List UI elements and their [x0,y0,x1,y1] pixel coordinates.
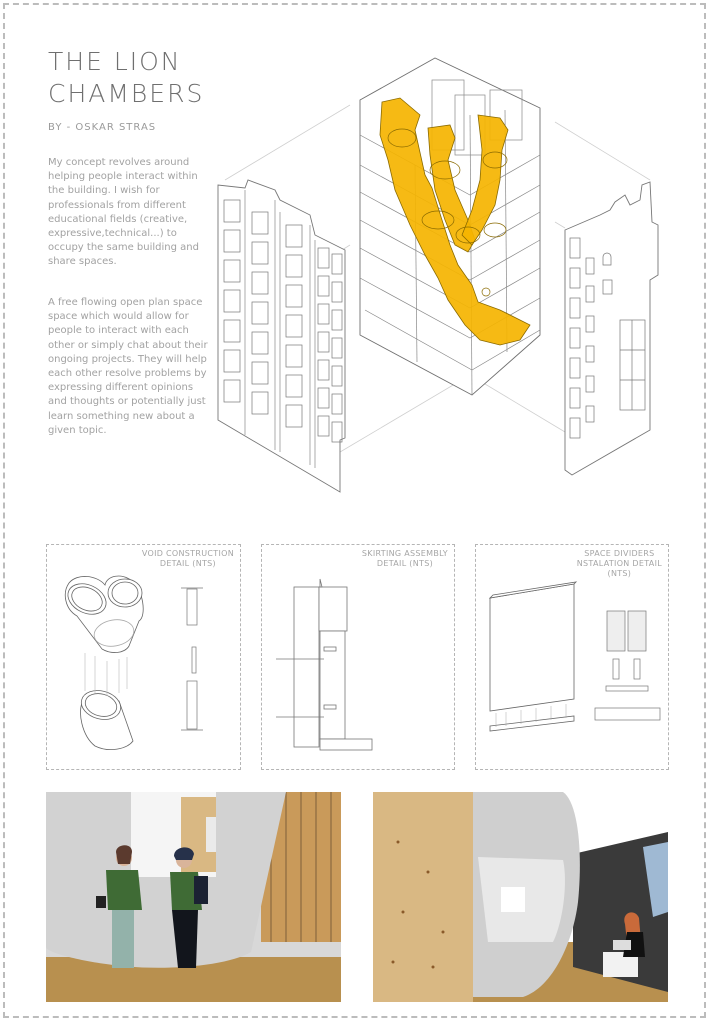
label-line: VOID CONSTRUCTION [141,549,234,558]
title-line-1: THE LION [48,47,182,76]
label-line: DETAIL (NTS) [159,559,216,568]
left-facade [218,180,345,492]
plywood-wall [373,792,473,1002]
interior-render-plywood-void [373,792,668,1002]
detail-label-space-dividers [577,549,662,579]
concept-paragraph-1: My concept revolves around helping people interact within the building. I wish for professionals from different educational fields (creative, expressive,technical...) to occupy the same building and share spaces. [48,157,199,268]
label-line: DETAIL (NTS) [376,559,433,568]
void-construction-drawing [47,571,239,767]
interior-render-concrete-void [46,792,341,1002]
render-1-illustration [46,792,341,1002]
render-2-illustration [373,792,668,1002]
detail-label-void-construction [142,549,234,569]
author-byline: BY - OSKAR STRAS [48,122,157,133]
space-dividers-drawing [476,581,666,767]
title-line-2: CHAMBERS [48,79,205,108]
axonometric-drawing [210,40,670,500]
label-line: SKIRTING ASSEMBLY [361,549,448,558]
concept-paragraph-2: A free flowing open plan space space which would allow for people to interact with each other or simply chat about their ongoing projects. They will help each other resolve problems by expressing different opinions and thoughts or potentially just learn something new about a given topic. [48,297,208,436]
right-facade [565,182,658,475]
skirting-assembly-drawing [262,571,452,767]
label-line: SPACE DIVIDERS [584,549,655,558]
poster-title [48,46,204,110]
label-line: NSTALATION DETAIL [576,559,662,568]
detail-label-skirting-assembly [362,549,448,569]
detail-panel-void-construction [46,544,241,770]
label-line: (NTS) [607,569,632,578]
detail-panel-skirting-assembly [261,544,455,770]
detail-panel-space-dividers [475,544,669,770]
